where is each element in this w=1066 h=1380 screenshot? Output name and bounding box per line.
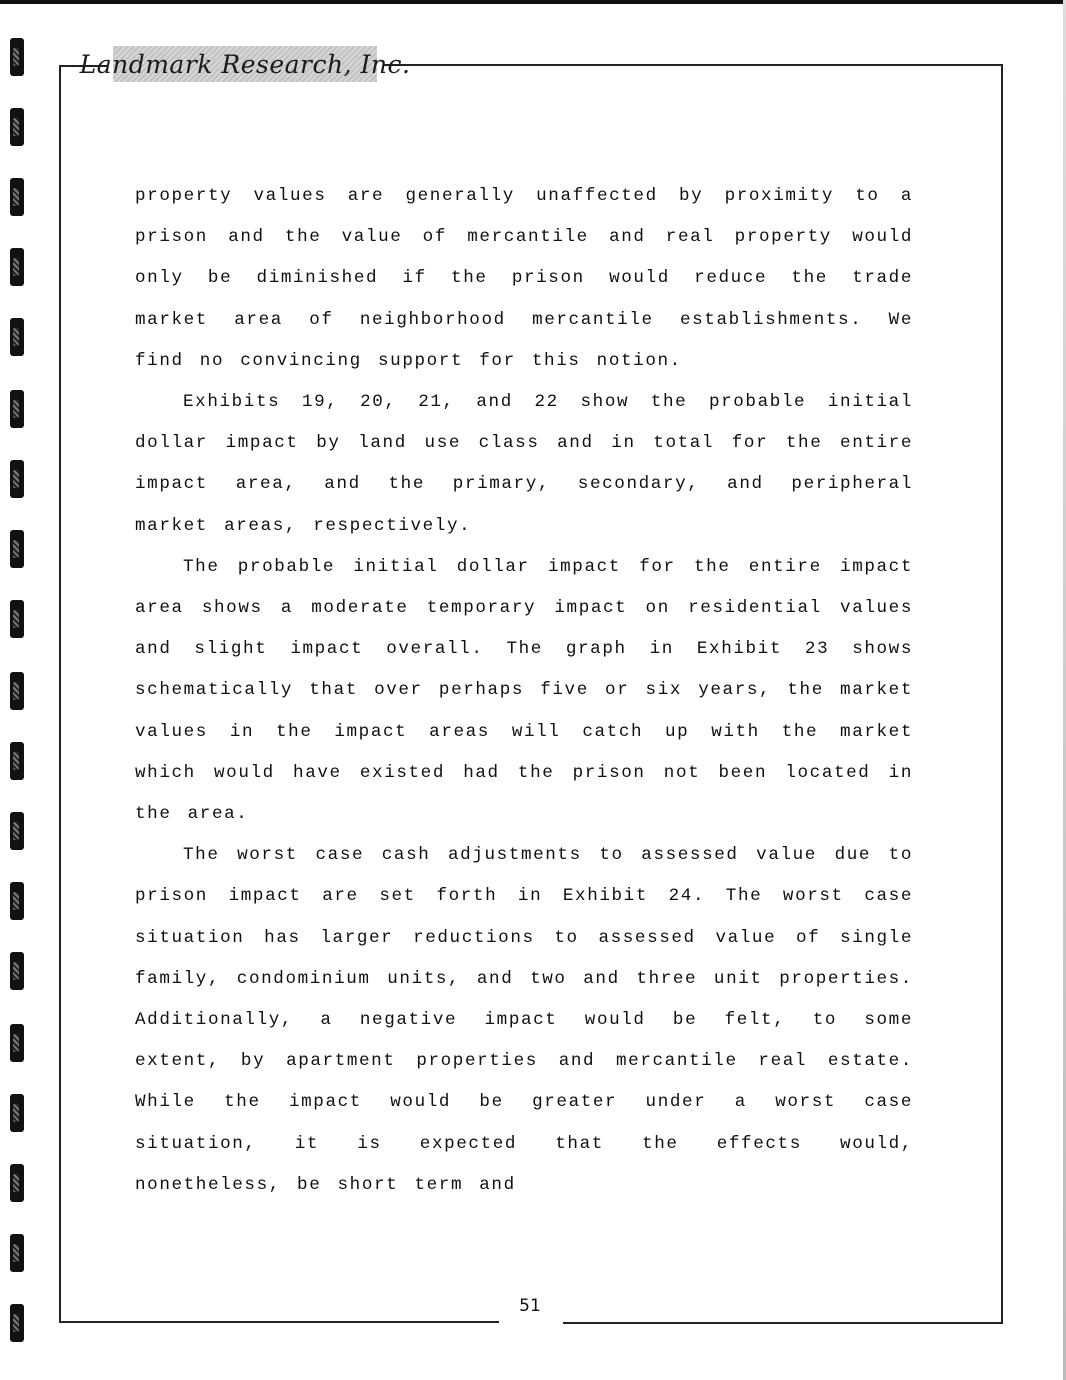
binding-hole	[10, 178, 24, 216]
binding-holes	[0, 0, 30, 1380]
paragraph: The probable initial dollar impact for the entire impact area shows a moderate temporary impact on residential values and slight impact overall. The graph in Exhibit 23 shows schematically that over perhaps five or six years, the market values in the impact areas will catch up with the market which would have existed had the prison not been located in the area.	[135, 556, 913, 825]
frame-top-right-line	[383, 64, 1003, 66]
paragraph: Exhibits 19, 20, 21, and 22 show the probable initial dollar impact by land use class and in total for the entire impact area, and the primary, secondary, and peripheral market areas, respectively.	[135, 392, 913, 536]
logo-text: Landmark Research, Inc.	[79, 49, 411, 79]
page-top-edge	[0, 0, 1066, 4]
frame-right-line	[1001, 64, 1003, 1324]
paragraph: The worst case cash adjustments to assessed value due to prison impact are set forth in Exhibit 24. The worst case situation has larger reductions to assessed value of single family, condominium units, and two and three unit properties. Additionally, a negative impact would be felt, to some extent, by apartment properties and mercantile real estate. While the impact would be greater under a worst case situation, it is expected that the effects would, nonetheless, be short term and	[135, 845, 913, 1195]
body-text	[135, 176, 913, 1206]
paragraph: property values are generally unaffected by proximity to a prison and the value of mercantile and real property would only be diminished if the prison would reduce the trade market area of neighborhood mercantile establishments. We find no convincing support for this notion.	[135, 186, 913, 371]
frame-left-line	[59, 65, 61, 1323]
binding-hole	[10, 1234, 24, 1272]
binding-hole	[10, 1164, 24, 1202]
binding-hole	[10, 108, 24, 146]
company-logo	[79, 46, 411, 82]
binding-hole	[10, 318, 24, 356]
frame-bottom-right-line	[563, 1322, 1003, 1324]
binding-hole	[10, 530, 24, 568]
binding-hole	[10, 390, 24, 428]
binding-hole	[10, 38, 24, 76]
binding-hole	[10, 460, 24, 498]
binding-hole	[10, 882, 24, 920]
page-number: 51	[519, 1296, 541, 1316]
binding-hole	[10, 600, 24, 638]
binding-hole	[10, 248, 24, 286]
binding-hole	[10, 742, 24, 780]
binding-hole	[10, 672, 24, 710]
binding-hole	[10, 812, 24, 850]
frame-bottom-left-line	[59, 1321, 499, 1323]
binding-hole	[10, 1094, 24, 1132]
binding-hole	[10, 1024, 24, 1062]
binding-hole	[10, 1304, 24, 1342]
binding-hole	[10, 952, 24, 990]
